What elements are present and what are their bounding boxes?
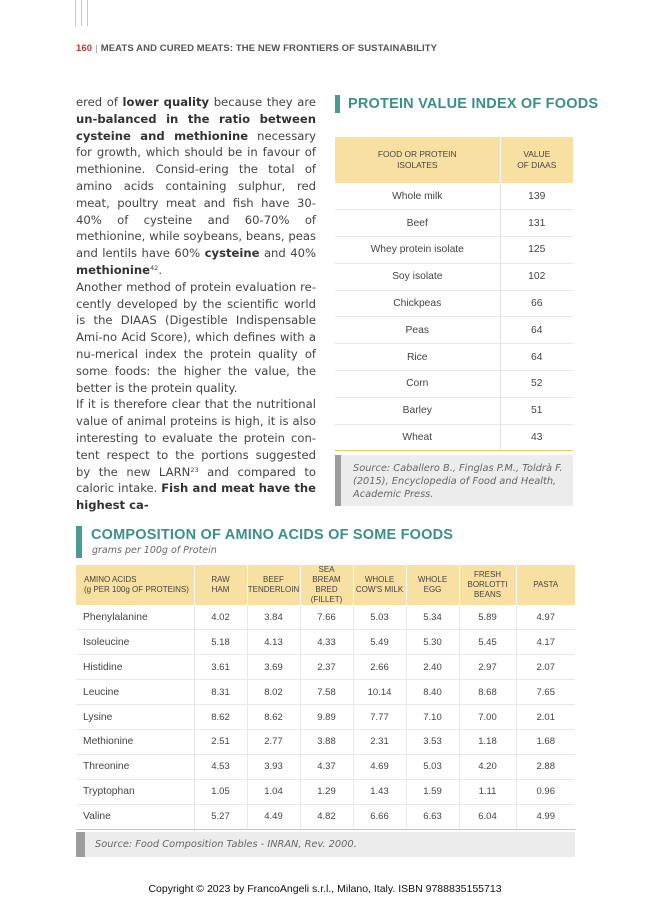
protein-index-source bbox=[335, 455, 573, 506]
value-cell: 2.40 bbox=[406, 655, 459, 680]
header-line: ISOLATES bbox=[397, 160, 438, 170]
value-cell: 3.53 bbox=[406, 729, 459, 754]
text-run: and 40% bbox=[259, 246, 317, 261]
table-row bbox=[335, 290, 573, 317]
protein-index-table bbox=[335, 137, 573, 451]
header-line: (g PER 100g OF PROTEINS) bbox=[84, 585, 189, 594]
value-cell: 1.59 bbox=[406, 779, 459, 804]
value-cell: 7.65 bbox=[516, 680, 575, 705]
food-cell: Corn bbox=[335, 371, 500, 398]
column-header bbox=[300, 565, 353, 605]
diaas-value-cell: 139 bbox=[500, 183, 573, 210]
column-header-food bbox=[335, 137, 500, 183]
protein-index-heading bbox=[335, 95, 598, 113]
amino-acid-name-cell: Histidine bbox=[76, 655, 194, 680]
value-cell: 7.10 bbox=[406, 705, 459, 730]
value-cell: 8.02 bbox=[247, 680, 300, 705]
value-cell: 7.66 bbox=[300, 605, 353, 630]
amino-acid-name-cell: Lysine bbox=[76, 705, 194, 730]
value-cell: 1.04 bbox=[247, 779, 300, 804]
header-line: VALUE bbox=[523, 149, 551, 159]
value-cell: 5.03 bbox=[406, 754, 459, 779]
header-line: TENDERLOIN bbox=[247, 585, 300, 594]
diaas-value-cell: 43 bbox=[500, 424, 573, 451]
table-header-row bbox=[76, 565, 575, 605]
value-cell: 5.89 bbox=[459, 605, 516, 630]
table-row bbox=[76, 630, 575, 655]
table-row bbox=[335, 210, 573, 237]
table-row bbox=[76, 680, 575, 705]
decorative-rule-lines bbox=[75, 0, 89, 26]
header-line: WHOLE bbox=[417, 575, 448, 584]
value-cell: 8.31 bbox=[194, 680, 247, 705]
value-cell: 5.45 bbox=[459, 630, 516, 655]
amino-acid-name-cell: Leucine bbox=[76, 680, 194, 705]
table-row bbox=[335, 424, 573, 451]
header-line: AMINO ACIDS bbox=[84, 575, 137, 584]
value-cell: 2.31 bbox=[353, 729, 406, 754]
amino-acid-name-cell: Methionine bbox=[76, 729, 194, 754]
value-cell: 2.97 bbox=[459, 655, 516, 680]
value-cell: 8.62 bbox=[247, 705, 300, 730]
footnote-ref[interactable]: 23 bbox=[190, 465, 199, 474]
table-row bbox=[76, 729, 575, 754]
column-header bbox=[459, 565, 516, 605]
value-cell: 8.68 bbox=[459, 680, 516, 705]
value-cell: 3.93 bbox=[247, 754, 300, 779]
table-row bbox=[335, 183, 573, 210]
diaas-value-cell: 102 bbox=[500, 263, 573, 290]
food-cell: Soy isolate bbox=[335, 263, 500, 290]
text-run: ered of bbox=[76, 95, 123, 109]
table-row bbox=[76, 705, 575, 730]
text-run: because they are bbox=[209, 95, 317, 109]
table-row bbox=[76, 754, 575, 779]
food-cell: Beef bbox=[335, 210, 500, 237]
food-cell: Whey protein isolate bbox=[335, 237, 500, 264]
heading-accent-bar bbox=[76, 526, 82, 558]
table-row bbox=[76, 655, 575, 680]
source-text: Source: Caballero B., Finglas P.M., Toldrà F. (2015), Encyclopedia of Food and Health, Academic Press. bbox=[353, 463, 563, 500]
value-cell: 2.51 bbox=[194, 729, 247, 754]
running-header bbox=[76, 43, 437, 54]
column-header bbox=[247, 565, 300, 605]
column-header bbox=[353, 565, 406, 605]
table-row bbox=[76, 779, 575, 804]
table-row bbox=[335, 344, 573, 371]
value-cell: 7.77 bbox=[353, 705, 406, 730]
value-cell: 2.88 bbox=[516, 754, 575, 779]
value-cell: 4.20 bbox=[459, 754, 516, 779]
bold-run: lower quality bbox=[122, 95, 210, 109]
food-cell: Wheat bbox=[335, 424, 500, 451]
food-cell: Chickpeas bbox=[335, 290, 500, 317]
table-header-row bbox=[335, 137, 573, 183]
bold-run: un-balanced in the ratio between cysteine and methionine bbox=[76, 111, 316, 143]
value-cell: 0.96 bbox=[516, 779, 575, 804]
food-cell: Whole milk bbox=[335, 183, 500, 210]
value-cell: 2.01 bbox=[516, 705, 575, 730]
value-cell: 5.34 bbox=[406, 605, 459, 630]
value-cell: 5.27 bbox=[194, 804, 247, 829]
amino-acid-name-cell: Valine bbox=[76, 804, 194, 829]
header-line: EGG bbox=[423, 585, 442, 594]
column-header bbox=[406, 565, 459, 605]
text-run: If it is therefore clear that the nutritional value of animal proteins is high, it is also interesting to evaluate the protein con-tent respect to the portions suggested by the new LARN bbox=[76, 397, 316, 479]
value-cell: 4.37 bbox=[300, 754, 353, 779]
header-line: HAM bbox=[211, 585, 230, 594]
value-cell: 4.02 bbox=[194, 605, 247, 630]
body-text bbox=[76, 94, 316, 514]
bold-run: cysteine bbox=[204, 246, 260, 261]
bold-run: methionine bbox=[76, 262, 151, 277]
value-cell: 3.84 bbox=[247, 605, 300, 630]
diaas-value-cell: 64 bbox=[500, 317, 573, 344]
copyright-footer: Copyright © 2023 by FrancoAngeli s.r.l., Milano, Italy. ISBN 9788835155713 bbox=[148, 883, 502, 895]
header-line: FOOD OR PROTEIN bbox=[377, 149, 457, 159]
food-cell: Barley bbox=[335, 397, 500, 424]
value-cell: 3.88 bbox=[300, 729, 353, 754]
table-row bbox=[335, 397, 573, 424]
value-cell: 4.53 bbox=[194, 754, 247, 779]
header-line: PASTA bbox=[533, 580, 559, 589]
footnote-ref[interactable]: 42 bbox=[150, 263, 159, 272]
diaas-value-cell: 52 bbox=[500, 371, 573, 398]
header-line: BEEF bbox=[263, 575, 284, 584]
value-cell: 3.69 bbox=[247, 655, 300, 680]
header-line: SEA bbox=[318, 565, 335, 574]
amino-acid-name-cell: Phenylalanine bbox=[76, 605, 194, 630]
value-cell: 1.43 bbox=[353, 779, 406, 804]
header-line: (FILLET) bbox=[310, 595, 343, 604]
diaas-value-cell: 125 bbox=[500, 237, 573, 264]
value-cell: 2.07 bbox=[516, 655, 575, 680]
table-row bbox=[335, 371, 573, 398]
value-cell: 8.62 bbox=[194, 705, 247, 730]
value-cell: 9.89 bbox=[300, 705, 353, 730]
table-row bbox=[76, 605, 575, 630]
running-title: MEATS AND CURED MEATS: THE NEW FRONTIERS OF SUSTAINABILITY bbox=[100, 43, 438, 54]
amino-acids-body bbox=[76, 605, 575, 829]
food-cell: Peas bbox=[335, 317, 500, 344]
value-cell: 8.40 bbox=[406, 680, 459, 705]
value-cell: 6.04 bbox=[459, 804, 516, 829]
amino-acids-subtitle: grams per 100g of Protein bbox=[92, 545, 217, 556]
diaas-value-cell: 64 bbox=[500, 344, 573, 371]
value-cell: 2.77 bbox=[247, 729, 300, 754]
value-cell: 5.49 bbox=[353, 630, 406, 655]
value-cell: 4.49 bbox=[247, 804, 300, 829]
header-line: BORLOTTI bbox=[467, 580, 508, 589]
header-separator: | bbox=[95, 43, 98, 54]
header-line: OF DIAAS bbox=[517, 160, 557, 170]
diaas-value-cell: 66 bbox=[500, 290, 573, 317]
diaas-value-cell: 131 bbox=[500, 210, 573, 237]
value-cell: 6.66 bbox=[353, 804, 406, 829]
header-line: COW'S MILK bbox=[355, 585, 404, 594]
value-cell: 6.63 bbox=[406, 804, 459, 829]
amino-acid-name-cell: Isoleucine bbox=[76, 630, 194, 655]
value-cell: 4.17 bbox=[516, 630, 575, 655]
table-row bbox=[335, 237, 573, 264]
table-row bbox=[76, 804, 575, 829]
amino-acid-name-cell: Tryptophan bbox=[76, 779, 194, 804]
column-header-value bbox=[500, 137, 573, 183]
amino-acids-source bbox=[76, 832, 575, 857]
value-cell: 4.13 bbox=[247, 630, 300, 655]
value-cell: 7.58 bbox=[300, 680, 353, 705]
protein-index-title: PROTEIN VALUE INDEX OF FOODS bbox=[348, 96, 599, 112]
text-run: necessary for growth, which should be in favour of methionine. Consid-ering the total of amino acids containing sulphur, red meat, poultry meat and fish have 30-40% of cysteine and 60-70% of methionine, while soybeans, beans, peas and lentils have 60% bbox=[76, 128, 316, 261]
column-header bbox=[194, 565, 247, 605]
paragraph-1 bbox=[76, 94, 316, 279]
value-cell: 2.66 bbox=[353, 655, 406, 680]
value-cell: 1.68 bbox=[516, 729, 575, 754]
paragraph-2: Another method of protein evaluation re-cently developed by the scientific world is the DIAAS (Digestible Indispensable Ami-no Acid Score), which defines with a nu-merical index the protein quality of some foods: the higher the value, the better is the protein quality. bbox=[76, 279, 316, 395]
food-cell: Rice bbox=[335, 344, 500, 371]
value-cell: 1.05 bbox=[194, 779, 247, 804]
table-row bbox=[335, 317, 573, 344]
value-cell: 4.99 bbox=[516, 804, 575, 829]
value-cell: 3.61 bbox=[194, 655, 247, 680]
amino-acids-title: COMPOSITION OF AMINO ACIDS OF SOME FOODS bbox=[91, 527, 454, 543]
value-cell: 1.29 bbox=[300, 779, 353, 804]
text-run: . bbox=[158, 262, 162, 277]
header-line: BREAM BRED bbox=[312, 575, 341, 594]
value-cell: 4.82 bbox=[300, 804, 353, 829]
header-line: RAW bbox=[211, 575, 230, 584]
value-cell: 5.03 bbox=[353, 605, 406, 630]
value-cell: 1.18 bbox=[459, 729, 516, 754]
value-cell: 2.37 bbox=[300, 655, 353, 680]
value-cell: 7.00 bbox=[459, 705, 516, 730]
protein-index-body bbox=[335, 183, 573, 451]
header-line: BEANS bbox=[473, 590, 502, 599]
column-header bbox=[76, 565, 194, 605]
diaas-value-cell: 51 bbox=[500, 397, 573, 424]
heading-accent-bar bbox=[335, 95, 340, 113]
column-header bbox=[516, 565, 575, 605]
header-line: WHOLE bbox=[364, 575, 395, 584]
paragraph-3 bbox=[76, 396, 316, 514]
value-cell: 5.18 bbox=[194, 630, 247, 655]
text-run: and compared to caloric intake. bbox=[76, 464, 316, 496]
amino-acids-table bbox=[76, 565, 575, 830]
value-cell: 4.97 bbox=[516, 605, 575, 630]
value-cell: 10.14 bbox=[353, 680, 406, 705]
page-number: 160 bbox=[76, 43, 93, 54]
amino-acid-name-cell: Threonine bbox=[76, 754, 194, 779]
bold-run: Fish and meat have the highest ca- bbox=[76, 481, 316, 513]
value-cell: 1.11 bbox=[459, 779, 516, 804]
value-cell: 4.69 bbox=[353, 754, 406, 779]
source-accent-bar bbox=[76, 832, 85, 857]
table-row bbox=[335, 263, 573, 290]
header-line: FRESH bbox=[473, 570, 502, 579]
value-cell: 4.33 bbox=[300, 630, 353, 655]
value-cell: 5.30 bbox=[406, 630, 459, 655]
source-text: Source: Food Composition Tables - INRAN, Rev. 2000. bbox=[95, 839, 357, 850]
